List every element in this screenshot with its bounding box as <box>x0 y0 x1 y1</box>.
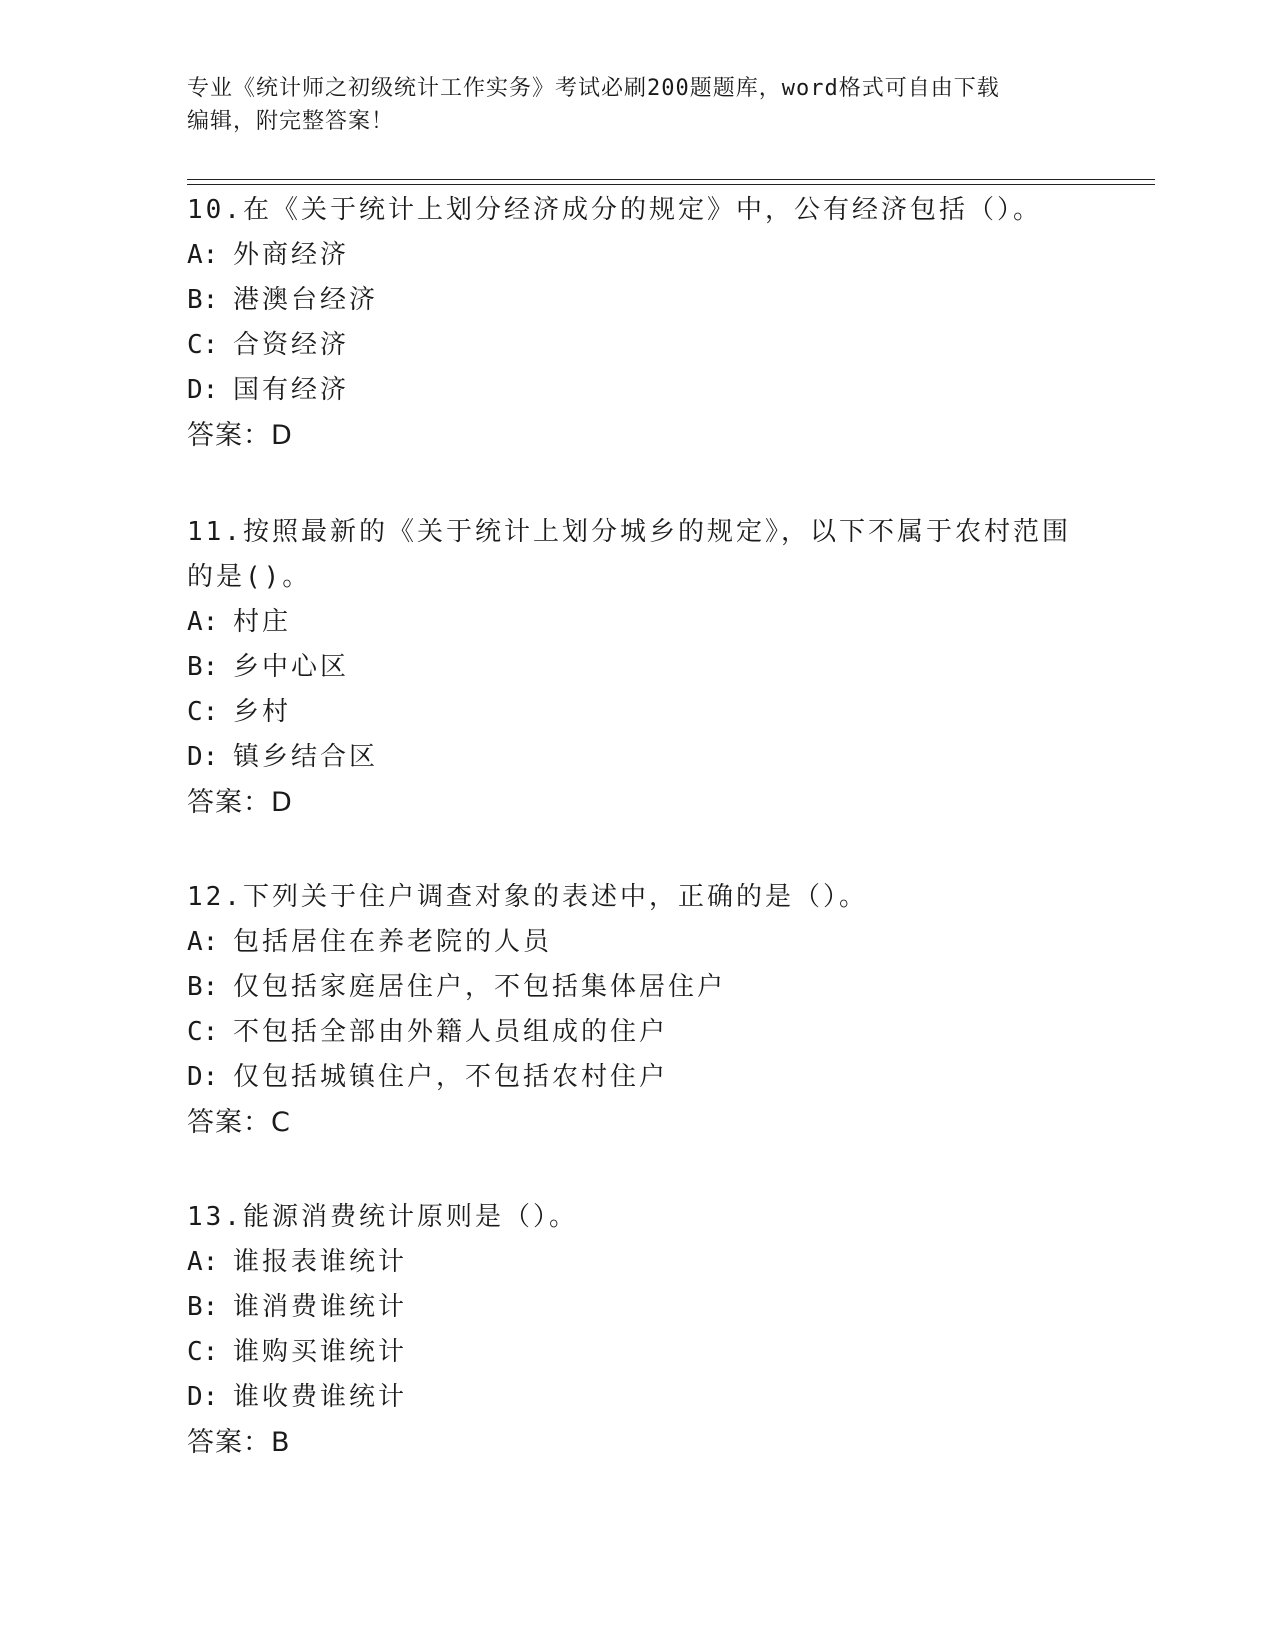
option-b <box>187 965 1087 1010</box>
option-c <box>187 1330 1087 1375</box>
header-divider-bottom <box>187 184 1155 185</box>
answer-line: 答案：D <box>187 420 293 451</box>
option-key: B: <box>187 972 219 1002</box>
option-key: D: <box>187 742 219 772</box>
answer-line: 答案：C <box>187 1107 291 1138</box>
option-key: B: <box>187 1292 219 1322</box>
option-b <box>187 645 1087 690</box>
option-text: 港澳台经济 <box>233 285 379 315</box>
header-divider-top <box>187 179 1155 180</box>
option-text: 仅包括城镇住户，不包括农村住户 <box>233 1062 669 1092</box>
option-b <box>187 1285 1087 1330</box>
option-text: 国有经济 <box>233 375 350 405</box>
question-stem: 11.按照最新的《关于统计上划分城乡的规定》，以下不属于农村范围 <box>187 517 1071 547</box>
option-d <box>187 1055 1087 1100</box>
option-key: A: <box>187 607 219 637</box>
question-11 <box>187 510 1087 825</box>
option-d <box>187 1375 1087 1420</box>
option-text: 乡村 <box>233 697 292 727</box>
question-stem: 13.能源消费统计原则是（）。 <box>187 1202 578 1232</box>
option-text: 乡中心区 <box>233 652 350 682</box>
option-a <box>187 600 1087 645</box>
option-key: C: <box>187 330 219 360</box>
option-text: 村庄 <box>233 607 292 637</box>
option-key: D: <box>187 1382 219 1412</box>
option-key: B: <box>187 652 219 682</box>
option-key: D: <box>187 375 219 405</box>
option-key: C: <box>187 1017 219 1047</box>
question-10 <box>187 188 1087 458</box>
option-a <box>187 920 1087 965</box>
option-key: C: <box>187 697 219 727</box>
option-a <box>187 1240 1087 1285</box>
option-a <box>187 233 1087 278</box>
option-c <box>187 690 1087 735</box>
option-d <box>187 735 1087 780</box>
option-d <box>187 368 1087 413</box>
option-b <box>187 278 1087 323</box>
option-text: 不包括全部由外籍人员组成的住户 <box>233 1017 669 1047</box>
answer-line: 答案：D <box>187 787 293 818</box>
option-key: D: <box>187 1062 219 1092</box>
option-text: 谁消费谁统计 <box>233 1292 408 1322</box>
option-text: 镇乡结合区 <box>233 742 379 772</box>
option-text: 合资经济 <box>233 330 350 360</box>
question-stem: 12.下列关于住户调查对象的表述中，正确的是（）。 <box>187 882 868 912</box>
option-text: 外商经济 <box>233 240 350 270</box>
question-13 <box>187 1195 1087 1465</box>
option-text: 谁购买谁统计 <box>233 1337 408 1367</box>
option-key: A: <box>187 927 219 957</box>
option-key: A: <box>187 240 219 270</box>
option-key: A: <box>187 1247 219 1277</box>
header-line-2: 编辑，附完整答案！ <box>187 109 395 134</box>
option-c <box>187 323 1087 368</box>
option-key: B: <box>187 285 219 315</box>
option-text: 仅包括家庭居住户，不包括集体居住户 <box>233 972 727 1002</box>
option-c <box>187 1010 1087 1055</box>
question-stem: 10.在《关于统计上划分经济成分的规定》中，公有经济包括（）。 <box>187 195 1042 225</box>
option-text: 谁收费谁统计 <box>233 1382 408 1412</box>
option-text: 谁报表谁统计 <box>233 1247 408 1277</box>
option-text: 包括居住在养老院的人员 <box>233 927 553 957</box>
document-header <box>187 72 1067 138</box>
header-line-1: 专业《统计师之初级统计工作实务》考试必刷200题题库，word格式可自由下载 <box>187 76 1000 101</box>
question-stem-continued: 的是()。 <box>187 562 312 592</box>
question-12 <box>187 875 1087 1145</box>
answer-line: 答案：B <box>187 1427 291 1458</box>
option-key: C: <box>187 1337 219 1367</box>
